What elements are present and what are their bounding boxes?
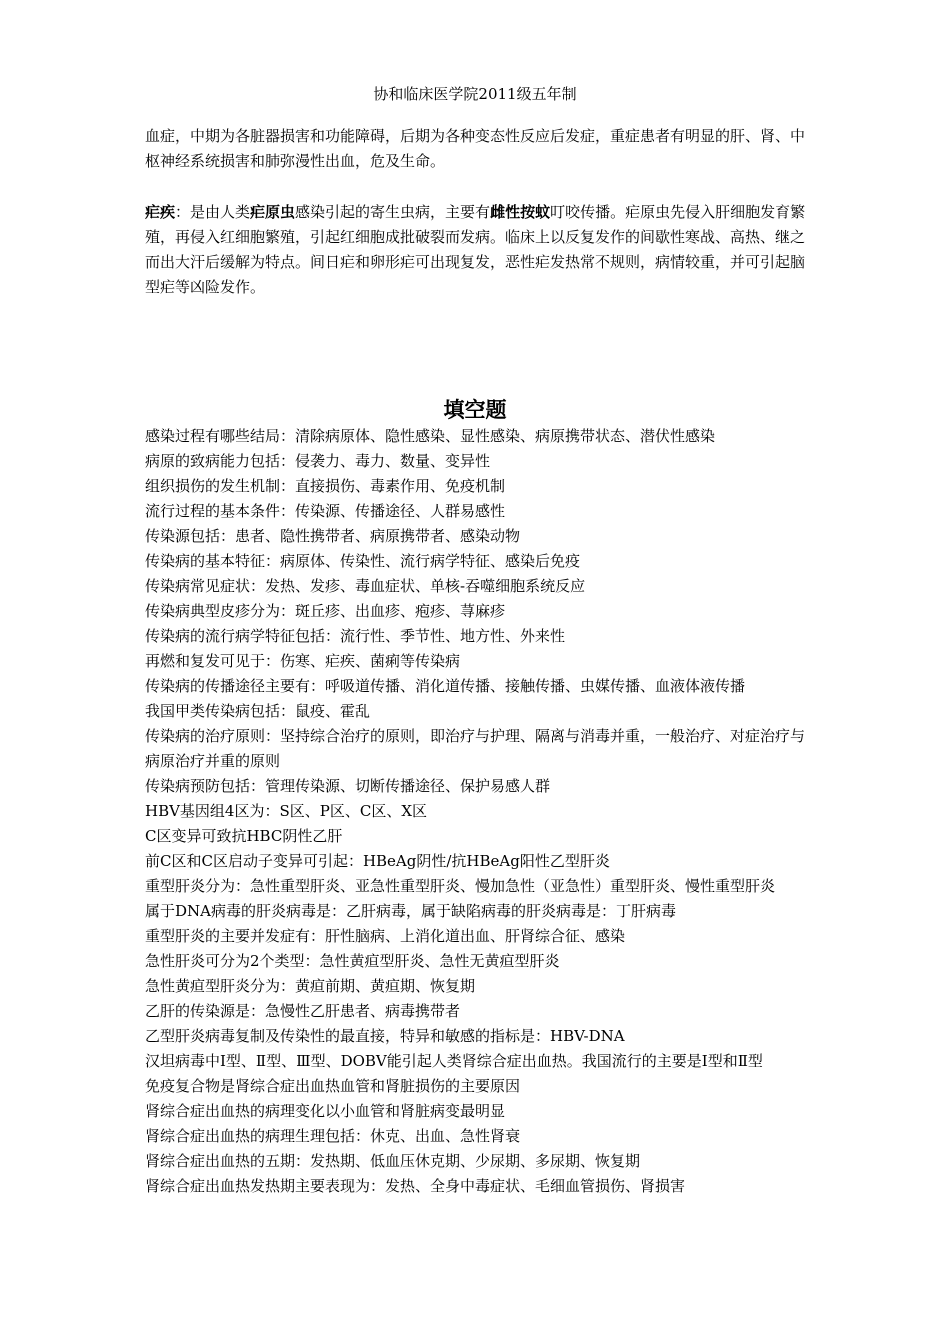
list-item: 前C区和C区启动子变异可引起：HBeAg阴性/抗HBeAg阳性乙型肝炎: [145, 852, 610, 870]
list-item: 免疫复合物是肾综合症出血热血管和肾脏损伤的主要原因: [145, 1077, 521, 1095]
malaria-text-2: 感染引起的寄生虫病，主要有: [295, 203, 491, 221]
intro-paragraph: 血症，中期为各脏器损害和功能障碍，后期为各种变态性反应后发症，重症患者有明显的肝、肾、中枢神经系统损害和肺弥漫性出血，危及生命。: [145, 127, 806, 170]
list-item: 传染病预防包括：管理传染源、切断传播途径、保护易感人群: [145, 777, 551, 795]
list-item: 汉坦病毒中Ⅰ型、Ⅱ型、Ⅲ型、DOBV能引起人类肾综合症出血热。我国流行的主要是Ⅰ型和Ⅱ型: [145, 1052, 763, 1070]
list-item: HBV基因组4区为：S区、P区、C区、X区: [145, 802, 428, 820]
list-item: 急性黄疸型肝炎分为：黄疸前期、黄疸期、恢复期: [145, 977, 476, 995]
malaria-paragraph: [145, 200, 817, 300]
list-item: 我国甲类传染病包括：鼠疫、霍乱: [145, 702, 371, 720]
list-item: 传染病的流行病学特征包括：流行性、季节性、地方性、外来性: [145, 627, 566, 645]
malaria-vector: 雌性按蚊: [490, 203, 551, 221]
fill-in-list: [145, 424, 817, 1199]
list-item: 乙肝的传染源是：急慢性乙肝患者、病毒携带者: [145, 1002, 461, 1020]
section-title: 填空题: [443, 398, 507, 422]
list-item: 重型肝炎分为：急性重型肝炎、亚急性重型肝炎、慢加急性（亚急性）重型肝炎、慢性重型肝炎: [145, 877, 776, 895]
list-item: 肾综合症出血热的病理变化以小血管和肾脏病变最明显: [145, 1102, 506, 1120]
list-item: 肾综合症出血热的五期：发热期、低血压休克期、少尿期、多尿期、恢复期: [145, 1152, 641, 1170]
list-item: 肾综合症出血热的病理生理包括：休克、出血、急性肾衰: [145, 1127, 521, 1145]
malaria-text-3: 叮咬传播。疟原虫先侵入肝细胞发育繁殖，再侵入红细胞繁殖，引起红细胞成批破裂而发病。临床上以反复发作的间歇性寒战、高热、继之而出大汗后缓解为特点。间日疟和卵形疟可出现复发，恶性疟发热常不规则，病情较重，并可引起脑型疟等凶险发作。: [145, 203, 806, 296]
list-item: 感染过程有哪些结局：清除病原体、隐性感染、显性感染、病原携带状态、潜伏性感染: [145, 427, 716, 445]
list-item: 重型肝炎的主要并发症有：肝性脑病、上消化道出血、肝肾综合征、感染: [145, 927, 626, 945]
malaria-pathogen: 疟原虫: [250, 203, 296, 221]
list-item: 流行过程的基本条件：传染源、传播途径、人群易感性: [145, 502, 506, 520]
list-item: 传染病典型皮疹分为：斑丘疹、出血疹、疱疹、荨麻疹: [145, 602, 506, 620]
list-item: 乙型肝炎病毒复制及传染性的最直接，特异和敏感的指标是：HBV-DNA: [145, 1027, 625, 1045]
list-item: 传染病的治疗原则：坚持综合治疗的原则，即治疗与护理、隔离与消毒并重，一般治疗、对症治疗与病原治疗并重的原则: [145, 727, 806, 770]
list-item: 肾综合症出血热发热期主要表现为：发热、全身中毒症状、毛细血管损伤、肾损害: [145, 1177, 686, 1195]
list-item: 传染病的传播途径主要有：呼吸道传播、消化道传播、接触传播、虫媒传播、血液体液传播: [145, 677, 746, 695]
page-header: 协和临床医学院2011级五年制: [373, 85, 577, 103]
list-item: 传染病常见症状：发热、发疹、毒血症状、单核-吞噬细胞系统反应: [145, 577, 586, 595]
list-item: 再燃和复发可见于：伤寒、疟疾、菌痢等传染病: [145, 652, 461, 670]
list-item: C区变异可致抗HBC阴性乙肝: [145, 827, 343, 845]
malaria-term: 疟疾: [145, 203, 176, 221]
list-item: 传染病的基本特征：病原体、传染性、流行病学特征、感染后免疫: [145, 552, 581, 570]
list-item: 传染源包括：患者、隐性携带者、病原携带者、感染动物: [145, 527, 521, 545]
list-item: 病原的致病能力包括：侵袭力、毒力、数量、变异性: [145, 452, 491, 470]
list-item: 属于DNA病毒的肝炎病毒是：乙肝病毒，属于缺陷病毒的肝炎病毒是：丁肝病毒: [145, 902, 676, 920]
list-item: 组织损伤的发生机制：直接损伤、毒素作用、免疫机制: [145, 477, 506, 495]
malaria-text-1: ：是由人类: [175, 203, 251, 221]
list-item: 急性肝炎可分为2个类型：急性黄疸型肝炎、急性无黄疸型肝炎: [145, 952, 560, 970]
